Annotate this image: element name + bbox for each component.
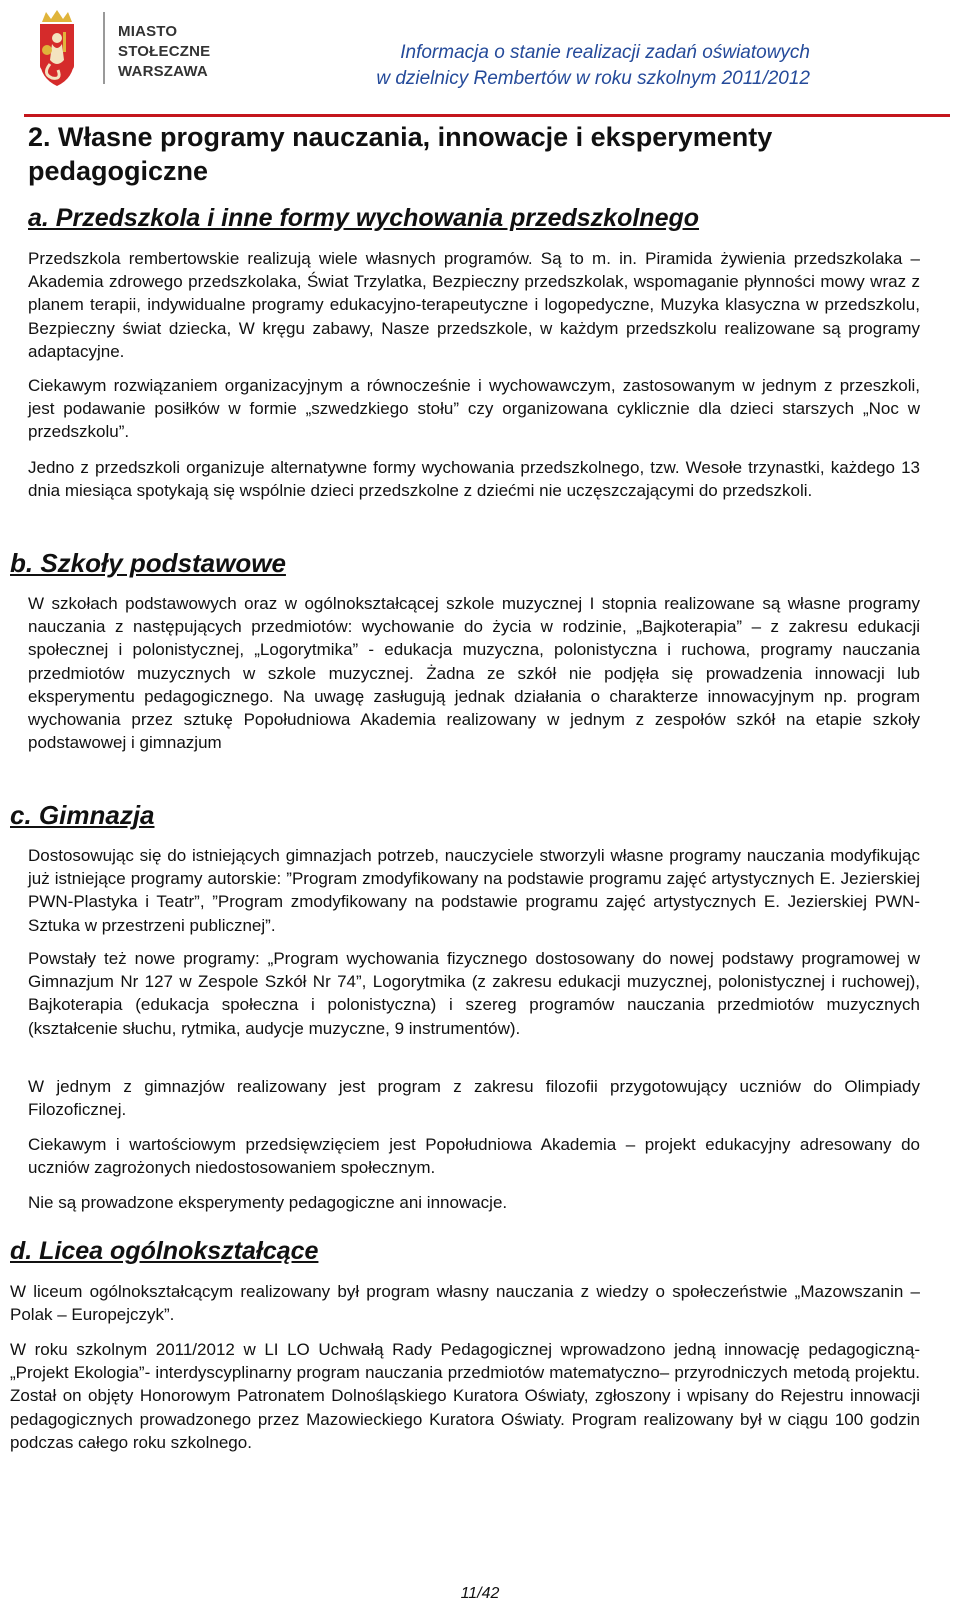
city-logo-text bbox=[118, 22, 210, 82]
logo-line: MIASTO bbox=[118, 23, 178, 40]
logo-divider bbox=[103, 12, 105, 84]
logo-line: WARSZAWA bbox=[118, 63, 208, 80]
paragraph: W liceum ogólnokształcącym realizowany był program własny nauczania z wiedzy o społeczeństwie „Mazowszanin – Polak – Europejczyk”. bbox=[10, 1282, 920, 1325]
paragraph: Jedno z przedszkoli organizuje alternatywne formy wychowania przedszkolnego, tzw. Wesołe trzynastki, każdego 13 dnia miesiąca spotykają się wspólnie dzieci przedszkolne z dziećmi nie uczęszczającymi do przedszkoli. bbox=[28, 458, 920, 501]
report-title-line: w dzielnicy Rembertów w roku szkolnym 2011/2012 bbox=[376, 68, 810, 89]
report-title bbox=[376, 40, 810, 92]
paragraph: Dostosowując się do istniejących gimnazjach potrzeb, nauczyciele stworzyli własne programy nauczania modyfikując już istniejące programy autorskie: ”Program zmodyfikowany na podstawie programu zajęć artystycznych E. Jezierskiej PWN-Plastyka i Teatr”, ”Program zmodyfikowany na podstawie programu zajęć artystycznych E. Jezierskiej PWN- Sztuka w przestrzeni publicznej”. bbox=[28, 846, 920, 935]
logo-line: STOŁECZNE bbox=[118, 43, 211, 60]
page-header bbox=[0, 0, 960, 118]
warsaw-crest-icon bbox=[32, 8, 82, 90]
subsection-heading-d: d. Licea ogólnokształcące bbox=[10, 1237, 319, 1265]
report-title-line: Informacja o stanie realizacji zadań oświatowych bbox=[400, 42, 810, 63]
header-rule bbox=[24, 114, 950, 117]
paragraph: Nie są prowadzone eksperymenty pedagogiczne ani innowacje. bbox=[28, 1193, 508, 1212]
paragraph: Powstały też nowe programy: „Program wychowania fizycznego dostosowany do nowej podstawy programowej w Gimnazjum Nr 127 w Zespole Szkół Nr 74”, Logorytmika (z zakresu edukacji muzycznej, polonistycznej i ruchowej), Bajkoterapia (edukacja społeczna i polonistyczna) i szereg programów nauczania przedmiotów muzycznych (kształcenie słuchu, rytmika, audycje muzyczne, 9 instrumentów). bbox=[28, 949, 920, 1038]
paragraph: W jednym z gimnazjów realizowany jest program z zakresu filozofii przygotowujący uczniów do Olimpiady Filozoficznej. bbox=[28, 1077, 920, 1120]
paragraph: Przedszkola rembertowskie realizują wiele własnych programów. Są to m. in. Piramida żywienia przedszkolaka – Akademia zdrowego przedszkolaka, Świat Trzylatka, Bezpieczny przedszkolak, wspomaganie płynności mowy wraz z planem terapii, indywidualne programy edukacyjno-terapeutyczne i logopedyczne, Muzyka klasyczna w przedszkolu, Bezpieczny świat dziecka, W kręgu zabawy, Nasze przedszkole, w każdym przedszkolu realizowane są programy adaptacyjne. bbox=[28, 249, 920, 361]
paragraph: W szkołach podstawowych oraz w ogólnokształcącej szkole muzycznej I stopnia realizowane są własne programy nauczania z następujących przedmiotów: wychowanie do życia w rodzinie, „Bajkoterapia” – z zakresu edukacji społecznej i polonistycznej, „Logorytmika” - edukacja muzyczna, polonistyczna i ruchowa, programy nauczania przedmiotów muzycznych w szkole muzycznej. Żadna ze szkół nie podjęła się prowadzenia innowacji lub eksperymentu pedagogicznego. Na uwagę zasługują jednak działania o charakterze innowacyjnym np. program wychowania przez sztukę Popołudniowa Akademia realizowany w jednym z zespołów szkół na etapie szkoły podstawowej i gimnazjum bbox=[28, 594, 920, 753]
subsection-heading-c: c. Gimnazja bbox=[10, 800, 155, 830]
paragraph: Ciekawym i wartościowym przedsięwzięciem jest Popołudniowa Akademia – projekt edukacyjny adresowany do uczniów zagrożonych niedostosowaniem społecznym. bbox=[28, 1135, 920, 1178]
paragraph: Ciekawym rozwiązaniem organizacyjnym a równocześnie i wychowawczym, zastosowanym w jednym z przeszkoli, jest podawanie posiłków w formie „szwedzkiego stołu” czy organizowana cyklicznie dla dzieci starszych „Noc w przedszkolu”. bbox=[28, 376, 920, 442]
subsection-heading-a: a. Przedszkola i inne formy wychowania przedszkolnego bbox=[28, 204, 700, 232]
paragraph: W roku szkolnym 2011/2012 w LI LO Uchwałą Rady Pedagogicznej wprowadzono jedną innowację pedagogiczną- „Projekt Ekologia”- interdyscyplinarny program nauczania przedmiotów matematyczno– przyrodniczych metodą projektu. Został on objęty Honorowym Patronatem Dolnośląskiego Kuratora Oświaty, zgłoszony i wpisany do Rejestru innowacji pedagogicznych prowadzonego przez Mazowieckiego Kuratora Oświaty. Program realizowany był w ciągu 100 godzin podczas całego roku szkolnego. bbox=[10, 1340, 920, 1452]
section-title: 2. Własne programy nauczania, innowacje i eksperymenty pedagogiczne bbox=[28, 122, 773, 186]
subsection-heading-b: b. Szkoły podstawowe bbox=[10, 548, 286, 578]
page-number: 11/42 bbox=[460, 1585, 500, 1602]
